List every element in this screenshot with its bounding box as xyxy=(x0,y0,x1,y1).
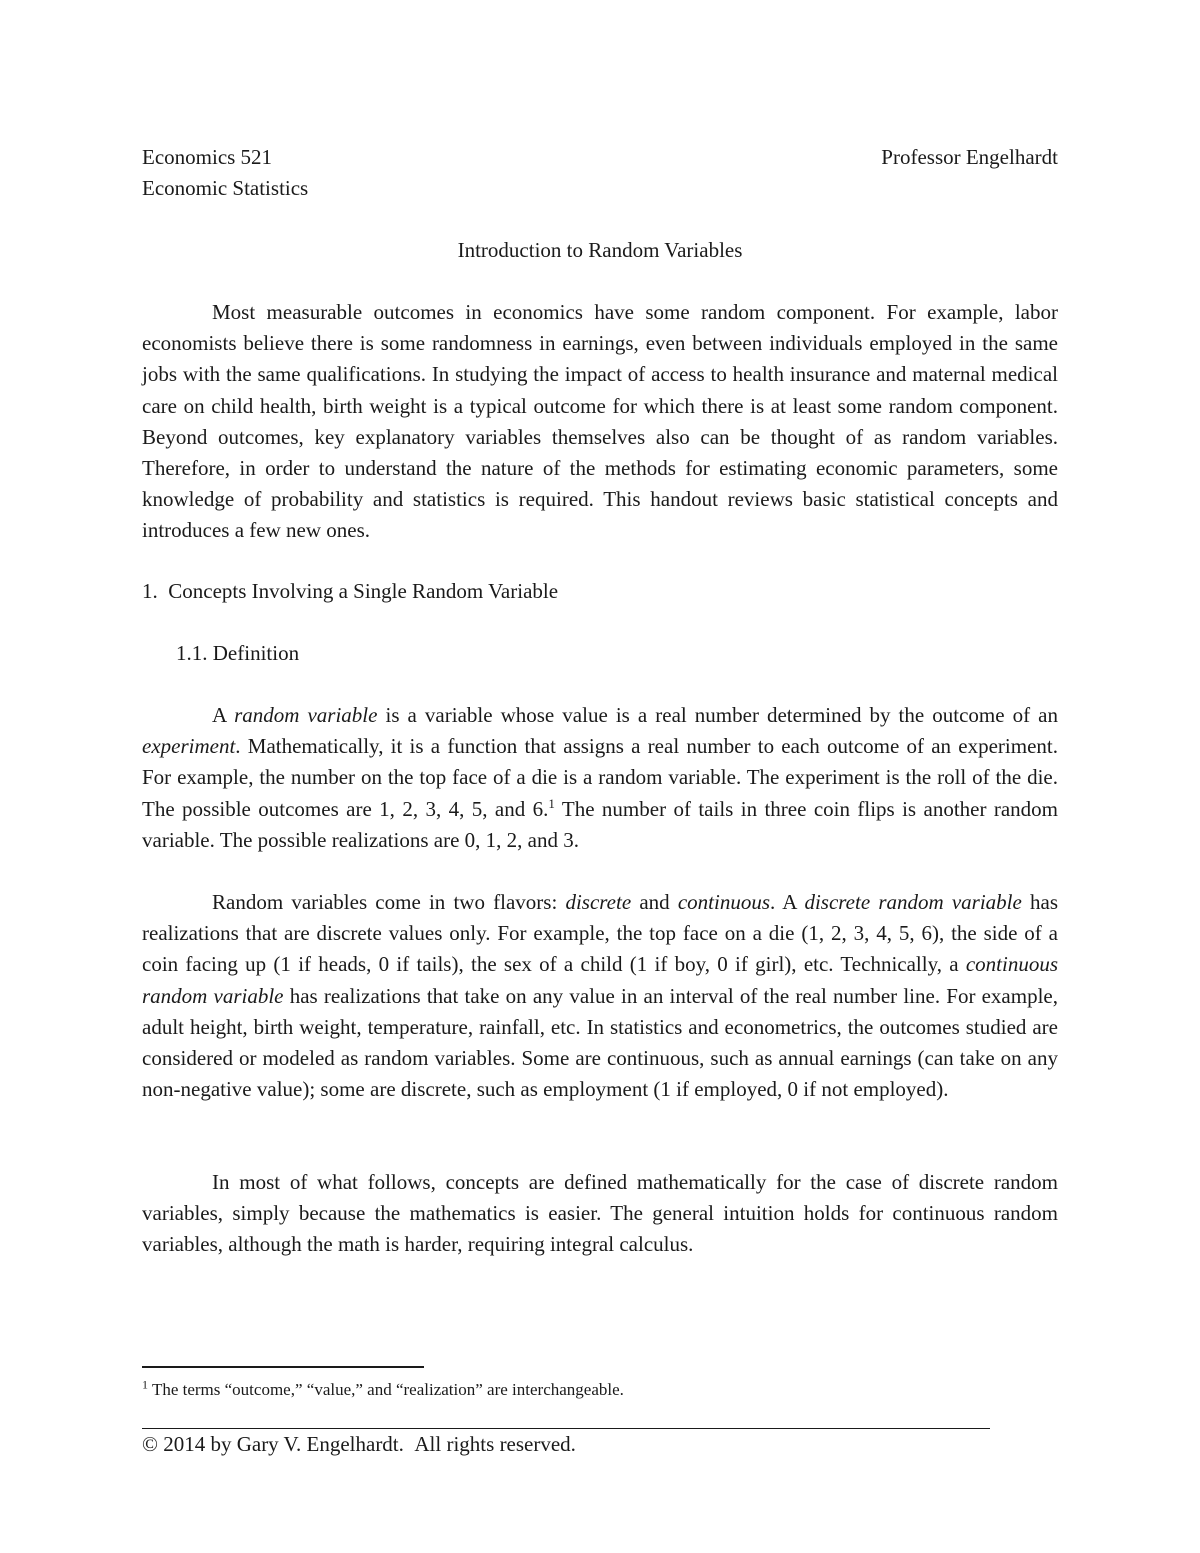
text-run: Random variables come in two flavors: xyxy=(212,890,566,914)
copyright-divider xyxy=(142,1428,990,1429)
term-continuous: continuous xyxy=(677,890,770,914)
footnote xyxy=(142,1378,624,1402)
term-discrete: discrete xyxy=(565,890,632,914)
text-run: has realizations that take on any value in an interval of the real number line. For example, adult height, birth weight, temperature, rainfall, etc. In statistics and econometrics, the outcomes studied are considered or modeled as random variables. Some are continuous, such as annual earnings (can take on any non-negative value); some are discrete, such as employment (1 if employed, 0 if not employed). xyxy=(142,983,1058,1102)
course-number: Economics 521 xyxy=(142,145,273,169)
course-header xyxy=(142,142,308,204)
course-title: Economic Statistics xyxy=(142,176,309,200)
text-run: . A xyxy=(770,890,805,914)
intro-paragraph: Most measurable outcomes in economics have some random component. For example, labor economists believe there is some randomness in earnings, even between individuals employed in the same jobs with the same qualifications. In studying the impact of access to health insurance and maternal medical care on child health, birth weight is a typical outcome for which there is at least some random component. Beyond outcomes, key explanatory variables themselves also can be thought of as random variables. Therefore, in order to understand the nature of the methods for estimating economic parameters, some knowledge of probability and statistics is required. This handout reviews basic statistical concepts and introduces a few new ones. xyxy=(142,300,1058,543)
text-run: and xyxy=(631,890,678,914)
term-continuous-random-variable: continuous random variable xyxy=(142,952,1058,1008)
text-run: has realizations that are discrete values only. For example, the top face on a die (1, 2, 3, 4, 5, 6), the side of a coin facing up (1 if heads, 0 if tails), the sex of a child (1 if boy, 0 if girl), etc. Technically, a xyxy=(142,890,1058,977)
instructor-name: Professor Engelhardt xyxy=(881,145,1058,169)
flavors-paragraph xyxy=(142,887,1058,1105)
footnote-text: The terms “outcome,” “value,” and “realization” are interchangeable. xyxy=(148,1380,624,1399)
closing-paragraph: In most of what follows, concepts are defined mathematically for the case of discrete random variables, simply because the mathematics is easier. The general intuition holds for continuous random variables, although the math is harder, requiring integral calculus. xyxy=(142,1170,1058,1257)
text-run: A xyxy=(212,703,235,727)
section-heading: 1. Concepts Involving a Single Random Variable xyxy=(142,579,559,603)
term-discrete-random-variable: discrete random variable xyxy=(804,890,1022,914)
term-random-variable: random variable xyxy=(234,703,378,727)
text-run: . Mathematically, it is a function that assigns a real number to each outcome of an experiment. For example, the number on the top face of a die is a random variable. The experiment is the roll of the die. The possible outcomes are 1, 2, 3, 4, 5, and 6. xyxy=(142,734,1058,821)
text-run: The number of tails in three coin flips is another random variable. The possible realizations are 0, 1, 2, and 3. xyxy=(142,796,1059,852)
footnote-divider xyxy=(142,1366,424,1368)
footnote-mark: 1 xyxy=(142,1377,148,1392)
term-experiment: experiment xyxy=(142,734,236,759)
text-run: is a variable whose value is a real number determined by the outcome of an xyxy=(377,703,1058,727)
copyright-notice: © 2014 by Gary V. Engelhardt. All rights reserved. xyxy=(142,1432,576,1456)
subsection-heading: 1.1. Definition xyxy=(176,641,300,665)
page-title: Introduction to Random Variables xyxy=(457,238,743,262)
footnote-reference[interactable]: 1 xyxy=(548,795,555,811)
definition-paragraph xyxy=(142,700,1058,856)
